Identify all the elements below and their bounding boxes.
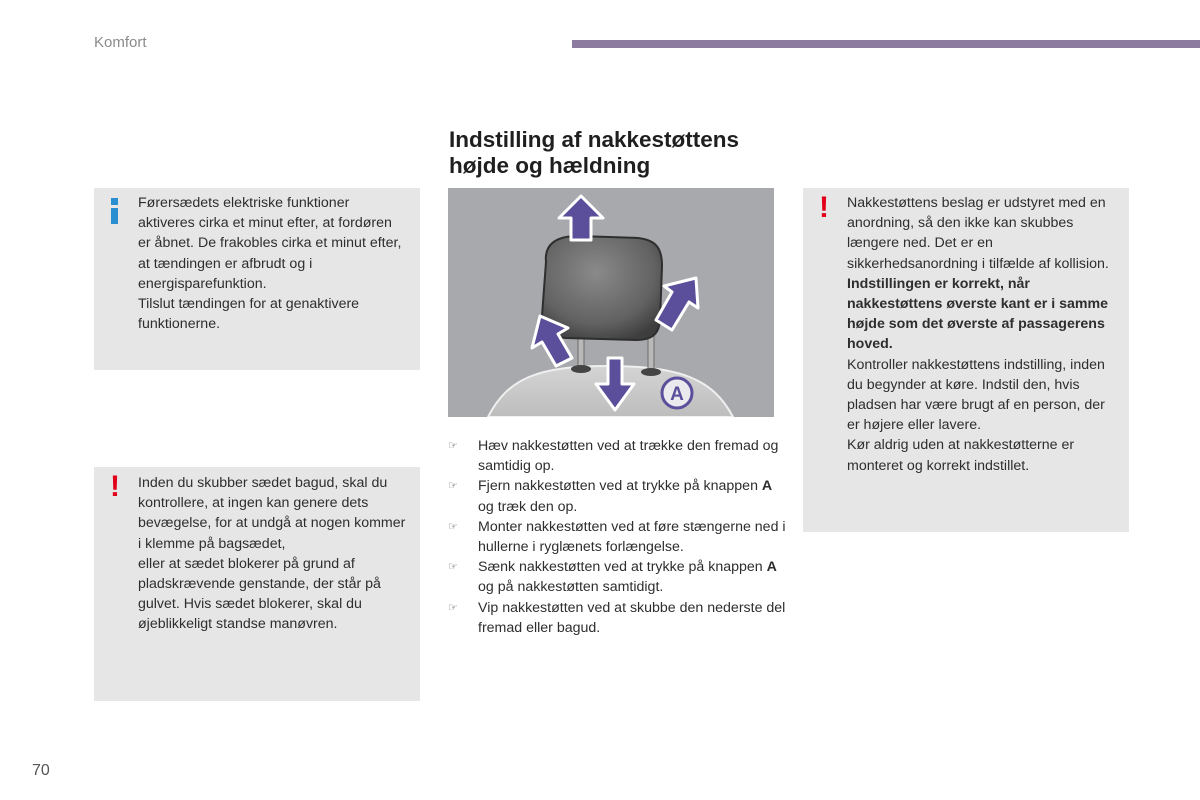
step-text: Vip nakkestøtten ved at skubbe den nederste del fremad eller bagud. xyxy=(478,599,786,636)
warning-icon: ! xyxy=(819,191,829,224)
header-accent-bar xyxy=(572,40,1200,48)
list-item xyxy=(448,557,788,597)
stem-collar-left xyxy=(571,365,591,373)
step-text: Hæv nakkestøtten ved at trække den fremad og samtidig op. xyxy=(478,438,779,475)
hand-pointer-icon: ☞ xyxy=(448,440,458,452)
info-text-1: Førersædets elektriske funktioner aktiveres cirka et minut efter, at fordøren er åbnet. De frakobles cirka et minut efter, at tændingen er afbrudt og i energisparefunktion. xyxy=(138,195,402,292)
seat-warning-box xyxy=(94,467,420,701)
arrow-up xyxy=(559,196,603,240)
seat-warning-text-1: Inden du skubber sædet bagud, skal du kontrollere, at ingen kan genere dets bevægelse, for at undgå at nogen kommer i klemme på bagsædet, xyxy=(138,475,406,552)
section-label: Komfort xyxy=(94,34,147,51)
list-item xyxy=(448,436,788,476)
arrow-tilt-forward xyxy=(656,278,698,330)
hand-pointer-icon: ☞ xyxy=(448,520,458,533)
list-item xyxy=(448,598,788,638)
headrest-illustration xyxy=(448,188,774,417)
headrest-diagram xyxy=(448,188,774,417)
headrest-warning-box xyxy=(803,188,1129,532)
page-number: 70 xyxy=(32,762,50,779)
stem-collar-right xyxy=(641,368,661,376)
button-a-label: A xyxy=(670,384,684,405)
headrest-warning-bold: Indstillingen er korrekt, når nakkestøttens øverste kant er i samme højde som det øverste af passagerens hoved. xyxy=(847,275,1109,353)
list-item xyxy=(448,476,788,516)
info-text-2: Tilslut tændingen for at genaktivere funktionerne. xyxy=(138,296,360,333)
button-reference: A xyxy=(761,478,773,495)
warning-icon: ! xyxy=(110,470,120,503)
info-box xyxy=(94,188,420,370)
headrest-warning-text-1: Nakkestøttens beslag er udstyret med en anordning, så den ikke kan skubbes længere ned. Det er en sikkerhedsanordning i tilfælde af kollision. xyxy=(847,195,1109,272)
section-title-line-2: højde og hældning xyxy=(449,153,651,178)
info-icon xyxy=(110,198,120,224)
step-text-post: og på nakkestøtten samtidigt. xyxy=(478,579,664,596)
section-title xyxy=(449,127,789,179)
instruction-list xyxy=(448,436,788,638)
list-item xyxy=(448,517,788,557)
step-text-pre: Sænk nakkestøtten ved at trykke på knappen xyxy=(478,559,767,576)
button-reference: A xyxy=(766,559,777,576)
step-text-post: og træk den op. xyxy=(478,498,578,515)
headrest-warning-text-3: Kør aldrig uden at nakkestøtterne er monteret og korrekt indstillet. xyxy=(847,437,1075,474)
headrest-warning-text-2: Kontroller nakkestøttens indstilling, inden du begynder at køre. Indstil den, hvis pladsen har være brugt af en person, der er højere eller lavere. xyxy=(847,356,1105,434)
headrest-warning-bold-wrap xyxy=(847,274,1117,355)
step-text-pre: Fjern nakkestøtten ved at trykke på knappen xyxy=(478,478,762,495)
section-title-line-1: Indstilling af nakkestøttens xyxy=(449,127,740,152)
step-text: Monter nakkestøtten ved at føre stængerne ned i hullerne i ryglænets forlængelse. xyxy=(478,518,786,556)
hand-pointer-icon: ☞ xyxy=(448,480,458,493)
seat-warning-text-2: eller at sædet blokerer på grund af pladskrævende genstande, der står på gulvet. Hvis sædet blokerer, skal du øjeblikkeligt standse manøvren. xyxy=(138,555,381,633)
hand-pointer-icon: ☞ xyxy=(448,601,458,614)
hand-pointer-icon: ☞ xyxy=(448,561,458,574)
